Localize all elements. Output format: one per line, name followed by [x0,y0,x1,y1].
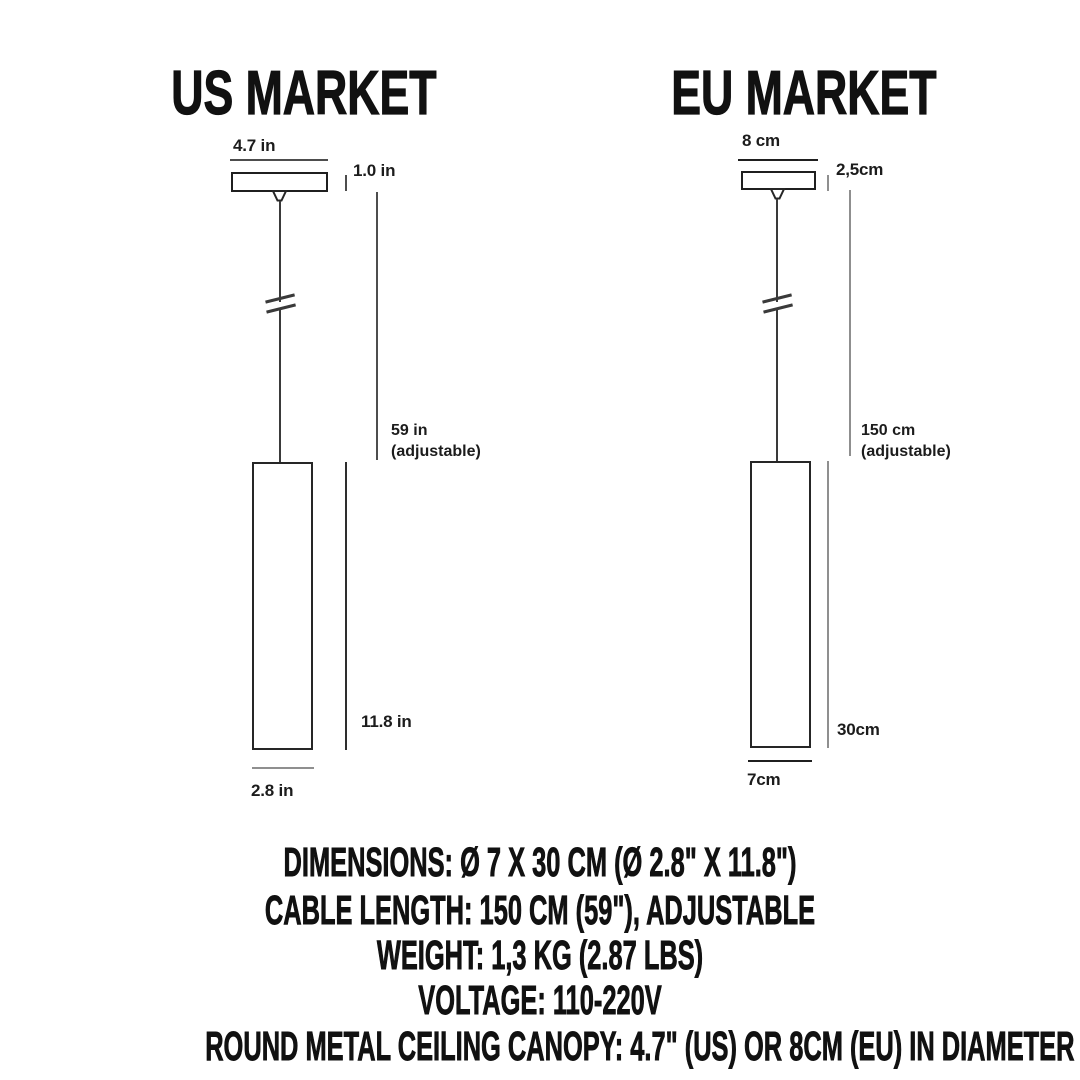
eu-canopy-width-line [738,159,818,161]
us-lamp-body [252,462,313,750]
eu-canopy-height-label: 2,5cm [836,160,884,179]
us-canopy-width-line [230,159,328,161]
us-canopy-width-label: 4.7 in [233,136,276,155]
eu-cable-lower [776,308,778,461]
us-cable-lower [279,308,281,462]
us-ceiling-canopy [231,172,328,192]
eu-lamp-width-line [748,760,812,762]
eu-lamp-width-label: 7cm [747,770,781,789]
us-lamp-height-line [345,462,347,750]
spec-weight: WEIGHT: 1,3 KG (2.87 LBS) [376,932,704,978]
us-cable-break-slash [266,303,296,313]
us-cable-length-value: 59 in [391,422,428,439]
us-market-title: US MARKET [171,59,437,128]
us-canopy-height-label: 1.0 in [353,161,396,180]
us-lamp-width-line [252,767,314,769]
us-cable-adjustable-note: (adjustable) [391,443,481,460]
us-cable-length-annotation [391,420,481,462]
eu-market-title: EU MARKET [671,59,937,128]
eu-canopy-width-label: 8 cm [742,131,780,150]
us-lamp-width-label: 2.8 in [251,781,294,800]
eu-lamp-height-line [827,461,829,748]
spec-dimensions: DIMENSIONS: Ø 7 X 30 CM (Ø 2.8" X 11.8") [283,839,797,885]
eu-cable-length-value: 150 cm [861,422,916,439]
eu-lamp-body [750,461,811,748]
us-cable-upper [279,201,281,302]
us-lamp-height-label: 11.8 in [361,712,412,731]
spec-voltage: VOLTAGE: 110-220V [418,977,662,1023]
spec-canopy-diameter: ROUND METAL CEILING CANOPY: 4.7" (US) OR 8CM (EU) IN DIAMETER [205,1023,1075,1069]
eu-canopy-height-tick [827,175,829,191]
us-cable-length-line [376,192,378,460]
spec-cable-length: CABLE LENGTH: 150 CM (59"), ADJUSTABLE [264,887,816,933]
eu-cable-adjustable-note: (adjustable) [861,443,951,460]
eu-cable-upper [776,199,778,302]
eu-cable-break-slash [763,303,793,313]
eu-cable-length-annotation [861,420,951,462]
eu-lamp-height-label: 30cm [837,720,880,739]
us-canopy-height-tick [345,175,347,191]
eu-cable-length-line [849,190,851,456]
